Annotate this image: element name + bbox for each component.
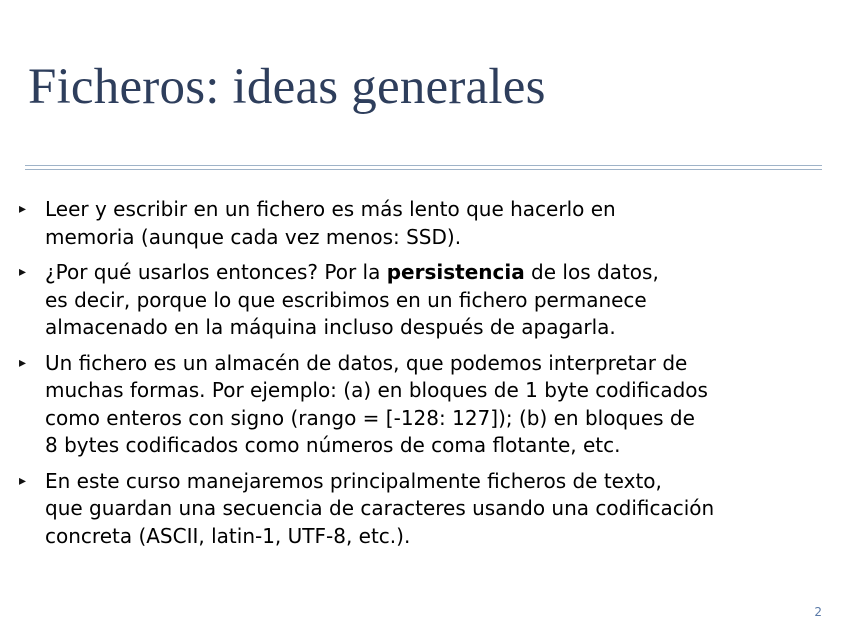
bullet-arrow-icon: ▸	[19, 472, 27, 489]
bullet-line: que guardan una secuencia de caracteres usando una codificación	[45, 496, 715, 520]
bullet-line: Leer y escribir en un fichero es más lento que hacerlo en	[45, 197, 616, 221]
bullet-line: almacenado en la máquina incluso después de apagarla.	[45, 315, 616, 339]
bullet-line: 8 bytes codificados como números de coma flotante, etc.	[45, 433, 621, 457]
bullet-item	[0, 350, 848, 460]
bullet-item	[0, 259, 848, 342]
bullet-arrow-icon: ▸	[19, 354, 27, 371]
bullet-line: memoria (aunque cada vez menos: SSD).	[45, 224, 462, 249]
bullet-item	[0, 196, 848, 251]
bullet-line: es decir, porque lo que escribimos en un fichero permanece	[45, 287, 647, 312]
title-divider-top	[25, 165, 822, 166]
bullet-line: Un fichero es un almacén de datos, que podemos interpretar de	[45, 350, 688, 375]
bullet-text-segment: de los datos,	[524, 260, 659, 284]
page-number: 2	[814, 605, 822, 619]
bullet-arrow-icon: ▸	[19, 264, 27, 280]
bullet-line: En este curso manejaremos principalmente ficheros de texto,	[45, 468, 662, 493]
bullet-line: concreta (ASCII, latin-1, UTF-8, etc.).	[45, 523, 411, 548]
title-divider-bottom	[25, 169, 822, 170]
bullet-line	[45, 259, 848, 287]
bullet-line: como enteros con signo (rango = [-128: 127]); (b) en bloques de	[45, 405, 695, 430]
emphasized-term: persistencia	[386, 260, 525, 284]
bullet-list	[0, 196, 848, 558]
bullet-item	[0, 468, 848, 551]
bullet-line: muchas formas. Por ejemplo: (a) en bloques de 1 byte codificados	[45, 378, 708, 402]
bullet-text-segment: ¿Por qué usarlos entonces? Por la	[45, 260, 387, 284]
bullet-arrow-icon: ▸	[19, 201, 27, 217]
slide-title: Ficheros: ideas generales	[28, 59, 546, 115]
